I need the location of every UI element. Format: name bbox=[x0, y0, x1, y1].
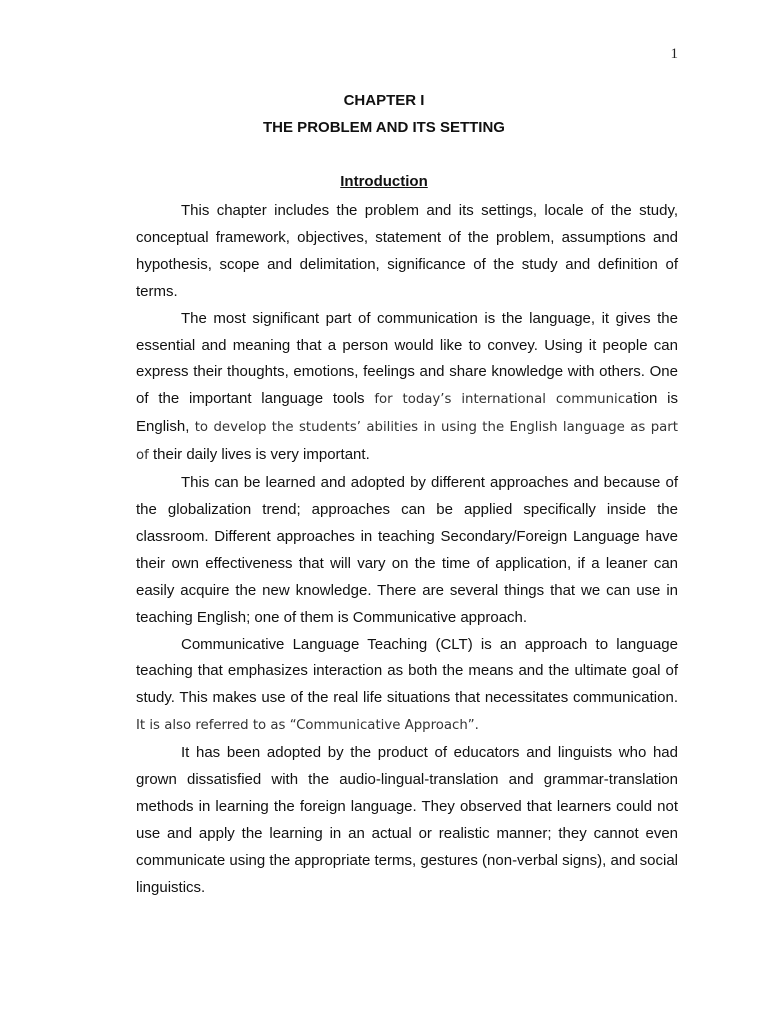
paragraph-5: It has been adopted by the product of educators and linguists who had grown dissatisfied with the audio-lingual-translation and grammar-translation methods in learning the foreign language. They observed that learners could not use and apply the learning in an actual or realistic manner; they cannot even communicate using the appropriate terms, gestures (non-verbal signs), and social linguistics. bbox=[136, 744, 678, 896]
paragraph-4-part-1: Communicative Language Teaching (CLT) is an approach to language teaching that emphasizes interaction as both the means and the ultimate goal of study. This makes use of the real life situations that necessitates communication. bbox=[136, 635, 678, 707]
chapter-title: THE PROBLEM AND ITS SETTING bbox=[263, 119, 505, 136]
paragraph-2-part-5: their daily lives is very important. bbox=[148, 446, 370, 464]
paragraph-4-part-2: It is also referred to as “Communicative Approach”. bbox=[136, 718, 479, 734]
paragraph-2-part-2: for today’s international communica bbox=[374, 392, 634, 408]
paragraph-2-part-1: The most significant part of communication is the language, it gives the essential and meaning that a person would like to convey. Using it people can express their thoughts, emotions, feelings and share knowledge with others. One of the important language tools bbox=[136, 309, 678, 408]
page-number: 1 bbox=[670, 46, 678, 62]
paragraph-4 bbox=[136, 632, 678, 741]
chapter-label: CHAPTER I bbox=[343, 92, 425, 109]
body-text bbox=[136, 198, 678, 902]
paragraph-2 bbox=[136, 306, 678, 470]
paragraph-3: This can be learned and adopted by different approaches and because of the globalization trend; approaches can be applied specifically inside the classroom. Different approaches in teaching Secondary/Foreign Language have their own effectiveness that will vary on the time of application, if a leaner can easily acquire the new knowledge. There are several things that we can use in teaching English; one of them is Communicative approach. bbox=[136, 474, 678, 626]
section-heading: Introduction bbox=[340, 173, 428, 190]
paragraph-2-part-4: to develop the students’ abilities in using the English language as part of bbox=[136, 420, 678, 464]
paragraph-1: This chapter includes the problem and its settings, locale of the study, conceptual framework, objectives, statement of the problem, assumptions and hypothesis, scope and delimitation, significance of the study and definition of terms. bbox=[136, 202, 678, 300]
paragraph-2-part-3: tion is English, bbox=[136, 390, 679, 436]
